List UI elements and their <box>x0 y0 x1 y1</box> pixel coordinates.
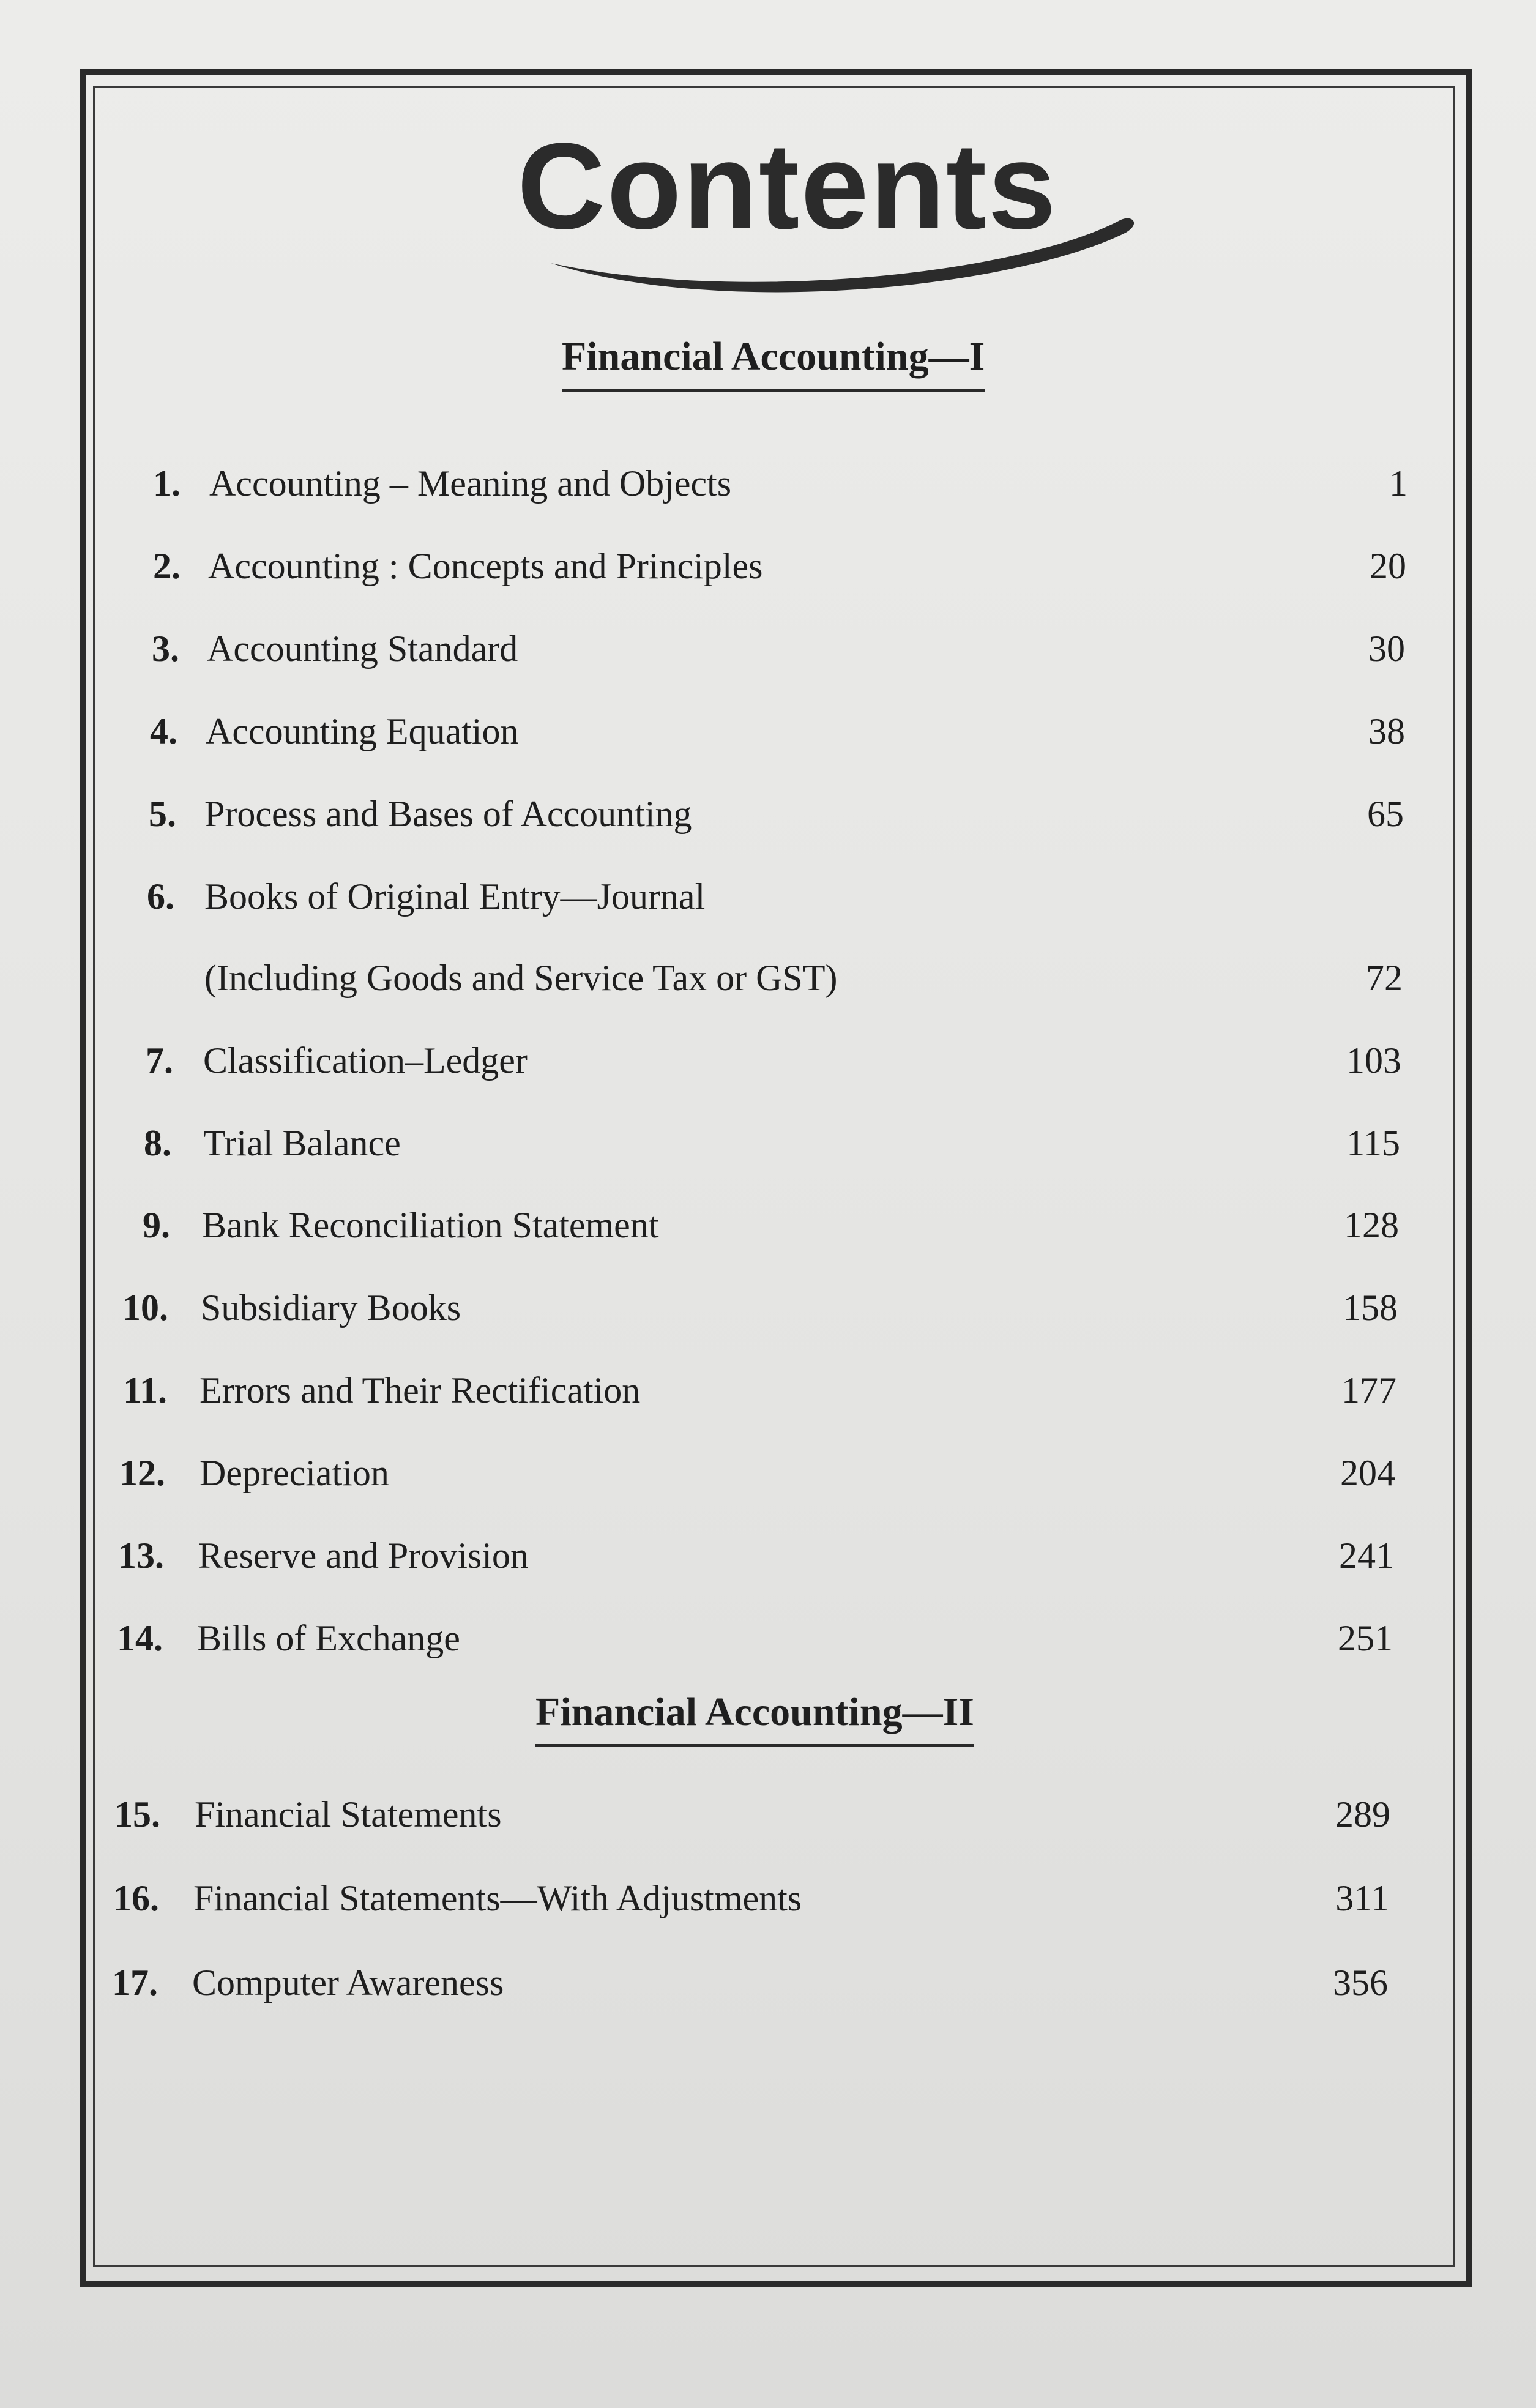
entry-page-number: 1 <box>1389 463 1407 504</box>
entry-number: 9. <box>143 1205 170 1245</box>
toc-entry[interactable] <box>0 542 1536 591</box>
entry-title: Financial Statements—With Adjustments <box>193 1878 802 1918</box>
entry-title: Financial Statements <box>195 1794 502 1835</box>
entry-number: 4. <box>150 711 177 751</box>
entry-number: 6. <box>147 876 174 917</box>
entry-page-number: 103 <box>1346 1040 1401 1081</box>
toc-entry[interactable] <box>0 1119 1536 1168</box>
toc-entry[interactable] <box>0 1531 1536 1580</box>
entry-number: 10. <box>122 1288 168 1328</box>
entry-title: Computer Awareness <box>192 1963 504 2003</box>
entry-page-number: 38 <box>1368 711 1405 751</box>
entry-number: 3. <box>152 628 179 669</box>
entry-title: Trial Balance <box>203 1123 401 1163</box>
entry-title: Reserve and Provision <box>198 1535 529 1576</box>
entry-page-number: 72 <box>1366 958 1403 998</box>
section-heading-label: Financial Accounting—I <box>562 334 985 379</box>
entry-number: 14. <box>117 1618 163 1658</box>
entry-number: 12. <box>119 1453 165 1493</box>
toc-entry[interactable] <box>0 624 1536 673</box>
entry-page-number: 251 <box>1338 1618 1393 1658</box>
entry-title: Errors and Their Rectification <box>199 1370 641 1411</box>
entry-title: Depreciation <box>199 1453 389 1493</box>
entry-title: Accounting Standard <box>207 628 518 669</box>
entry-number: 11. <box>123 1370 167 1411</box>
entry-number: 8. <box>144 1123 171 1163</box>
toc-entry[interactable] <box>0 872 1536 921</box>
toc-entry-continuation[interactable] <box>0 953 1536 1002</box>
entry-page-number: 158 <box>1343 1288 1398 1328</box>
toc-entry[interactable] <box>0 459 1536 508</box>
entry-title: Accounting : Concepts and Principles <box>208 546 763 586</box>
entry-page-number: 311 <box>1335 1878 1389 1918</box>
toc-entry[interactable] <box>0 1366 1536 1415</box>
entry-number: 13. <box>118 1535 164 1576</box>
entry-number: 1. <box>153 463 181 504</box>
entry-number: 5. <box>149 794 176 834</box>
section-heading-underline <box>562 389 985 392</box>
entry-title: Accounting Equation <box>206 711 519 751</box>
toc-entry[interactable] <box>0 1790 1536 1839</box>
entry-page-number: 115 <box>1346 1123 1400 1163</box>
toc-entry[interactable] <box>0 1036 1536 1085</box>
entry-number: 15. <box>114 1794 160 1835</box>
entry-number: 17. <box>112 1963 158 2003</box>
toc-entry[interactable] <box>0 1614 1536 1663</box>
entry-page-number: 128 <box>1344 1205 1399 1245</box>
entry-page-number: 20 <box>1370 546 1406 586</box>
entry-page-number: 204 <box>1340 1453 1395 1493</box>
page-title: Contents <box>517 118 1057 255</box>
entry-number: 2. <box>153 546 181 586</box>
toc-entry[interactable] <box>0 707 1536 756</box>
entry-title: Bank Reconciliation Statement <box>202 1205 659 1245</box>
entry-page-number: 30 <box>1368 628 1405 669</box>
entry-title: Books of Original Entry—Journal <box>204 876 706 917</box>
toc-entry[interactable] <box>0 1448 1536 1497</box>
entry-page-number: 356 <box>1333 1963 1388 2003</box>
section-heading-financial-accounting-1 <box>562 334 985 379</box>
entry-page-number: 177 <box>1341 1370 1396 1411</box>
entry-title: Classification–Ledger <box>203 1040 528 1081</box>
entry-title: Bills of Exchange <box>197 1618 460 1658</box>
entry-page-number: 289 <box>1335 1794 1390 1835</box>
toc-entry[interactable] <box>0 1874 1536 1923</box>
toc-entry[interactable] <box>0 1283 1536 1332</box>
entry-number: 7. <box>146 1040 173 1081</box>
toc-entry[interactable] <box>0 1958 1536 2007</box>
section-heading-underline <box>535 1744 974 1747</box>
entry-title: Subsidiary Books <box>201 1288 461 1328</box>
entry-page-number: 241 <box>1339 1535 1394 1576</box>
entry-number: 16. <box>113 1878 159 1918</box>
inner-border <box>93 86 1455 2267</box>
entry-title-line2: (Including Goods and Service Tax or GST) <box>204 958 838 998</box>
section-heading-label: Financial Accounting—II <box>535 1690 974 1734</box>
title-swoosh <box>539 196 1150 306</box>
entry-title: Accounting – Meaning and Objects <box>209 463 732 504</box>
section-heading-financial-accounting-2 <box>535 1692 974 1732</box>
toc-entry[interactable] <box>0 1201 1536 1250</box>
entry-page-number: 65 <box>1367 794 1404 834</box>
entry-title: Process and Bases of Accounting <box>204 794 692 834</box>
toc-entry[interactable] <box>0 789 1536 838</box>
